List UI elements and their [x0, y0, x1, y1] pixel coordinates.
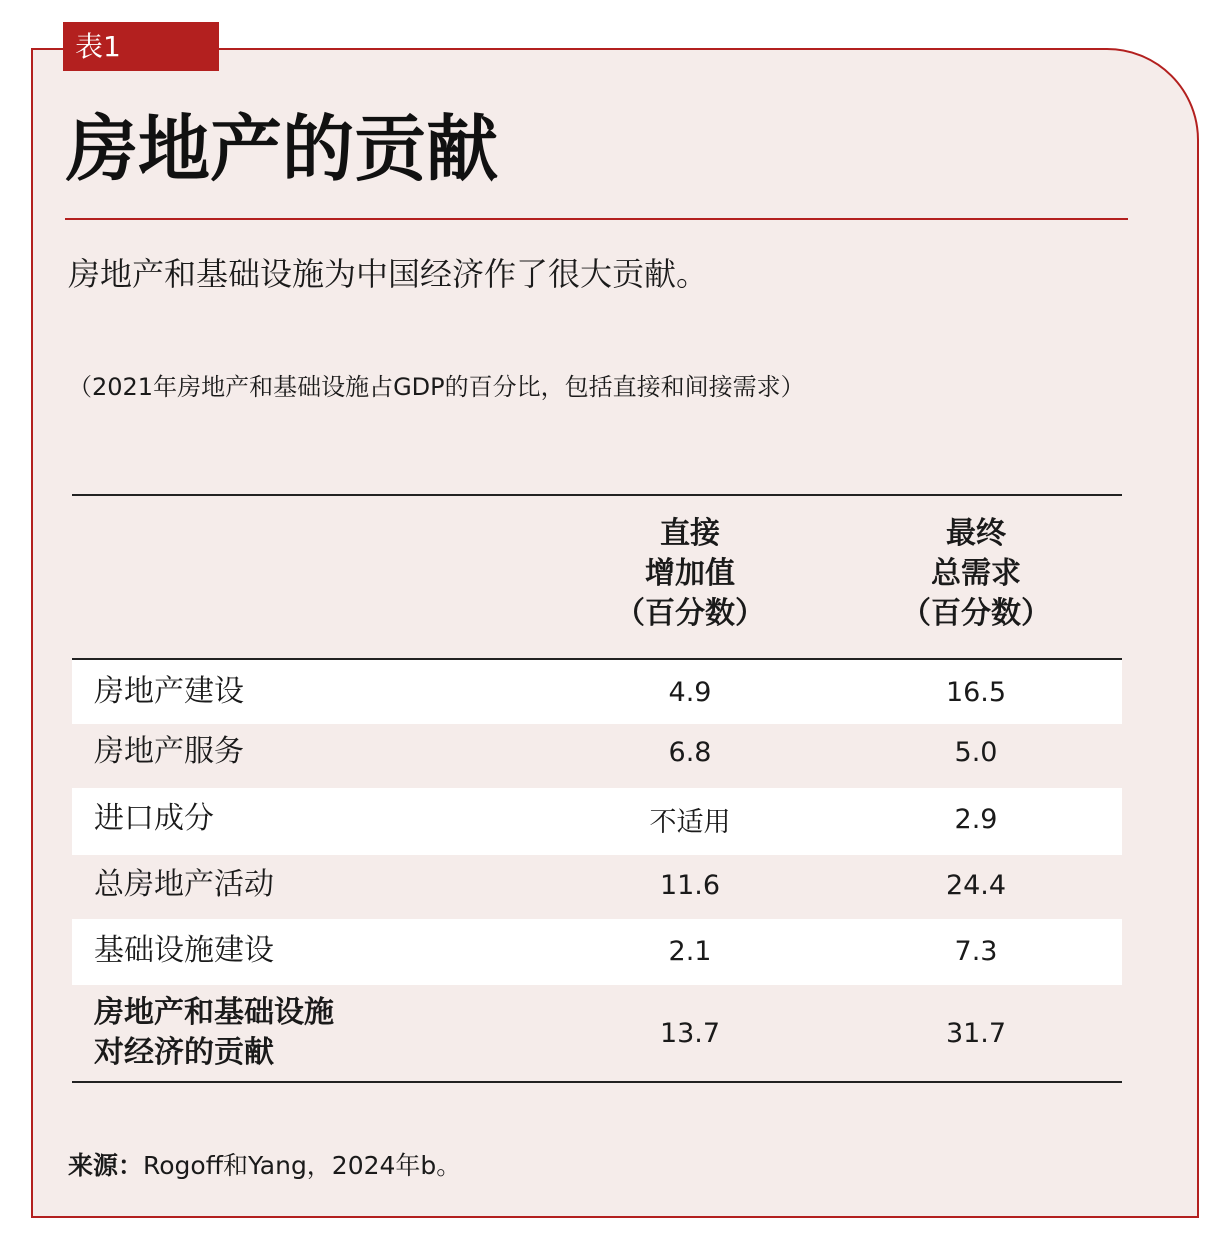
data-table	[72, 494, 1122, 1083]
table-row-total	[72, 985, 1122, 1081]
row-label: 房地产服务	[94, 734, 244, 769]
table-row	[72, 919, 1122, 985]
table-row	[72, 724, 1122, 788]
direct-value-cell: 2.1	[668, 935, 712, 967]
exhibit-tag: 表1	[63, 22, 219, 71]
column-header-direct-value-added	[570, 514, 810, 634]
row-label: 基础设施建设	[94, 933, 274, 968]
column-header-line: （百分数）	[615, 596, 765, 631]
final-demand-cell: 16.5	[945, 676, 1007, 708]
direct-value-cell: 4.9	[668, 676, 712, 708]
source-text: Rogoff和Yang，2024年b。	[143, 1151, 462, 1180]
final-demand-cell: 24.4	[945, 869, 1007, 901]
table-row	[72, 855, 1122, 919]
row-label	[94, 985, 334, 1081]
row-label-line: 对经济的贡献	[94, 1035, 274, 1070]
row-label: 房地产建设	[94, 674, 244, 709]
table-header	[72, 496, 1122, 658]
row-label: 总房地产活动	[94, 867, 274, 902]
table-bottom-rule	[72, 1081, 1122, 1083]
column-header-line: 总需求	[931, 556, 1021, 591]
subtitle: 房地产和基础设施为中国经济作了很大贡献。	[68, 255, 709, 293]
direct-value-cell: 不适用	[649, 806, 731, 838]
final-demand-cell: 7.3	[954, 935, 998, 967]
page-title: 房地产的贡献	[66, 107, 499, 191]
table-note: （2021年房地产和基础设施占GDP的百分比，包括直接和间接需求）	[68, 373, 805, 401]
direct-value-cell: 6.8	[668, 736, 712, 768]
title-divider	[65, 218, 1128, 220]
direct-value-cell: 11.6	[659, 869, 721, 901]
final-demand-cell: 31.7	[945, 1017, 1007, 1049]
column-header-line: 最终	[946, 516, 1006, 551]
row-label-line: 房地产和基础设施	[94, 995, 334, 1030]
column-header-line: （百分数）	[901, 596, 1051, 631]
table-row	[72, 660, 1122, 724]
column-header-final-demand	[856, 514, 1096, 634]
column-header-line: 增加值	[645, 556, 735, 591]
final-demand-cell: 5.0	[954, 736, 998, 768]
table-row	[72, 788, 1122, 855]
direct-value-cell: 13.7	[659, 1017, 721, 1049]
column-header-line: 直接	[660, 516, 720, 551]
source-note	[68, 1148, 461, 1184]
row-label: 进口成分	[94, 801, 214, 836]
source-label: 来源：	[68, 1151, 144, 1180]
final-demand-cell: 2.9	[954, 803, 998, 835]
